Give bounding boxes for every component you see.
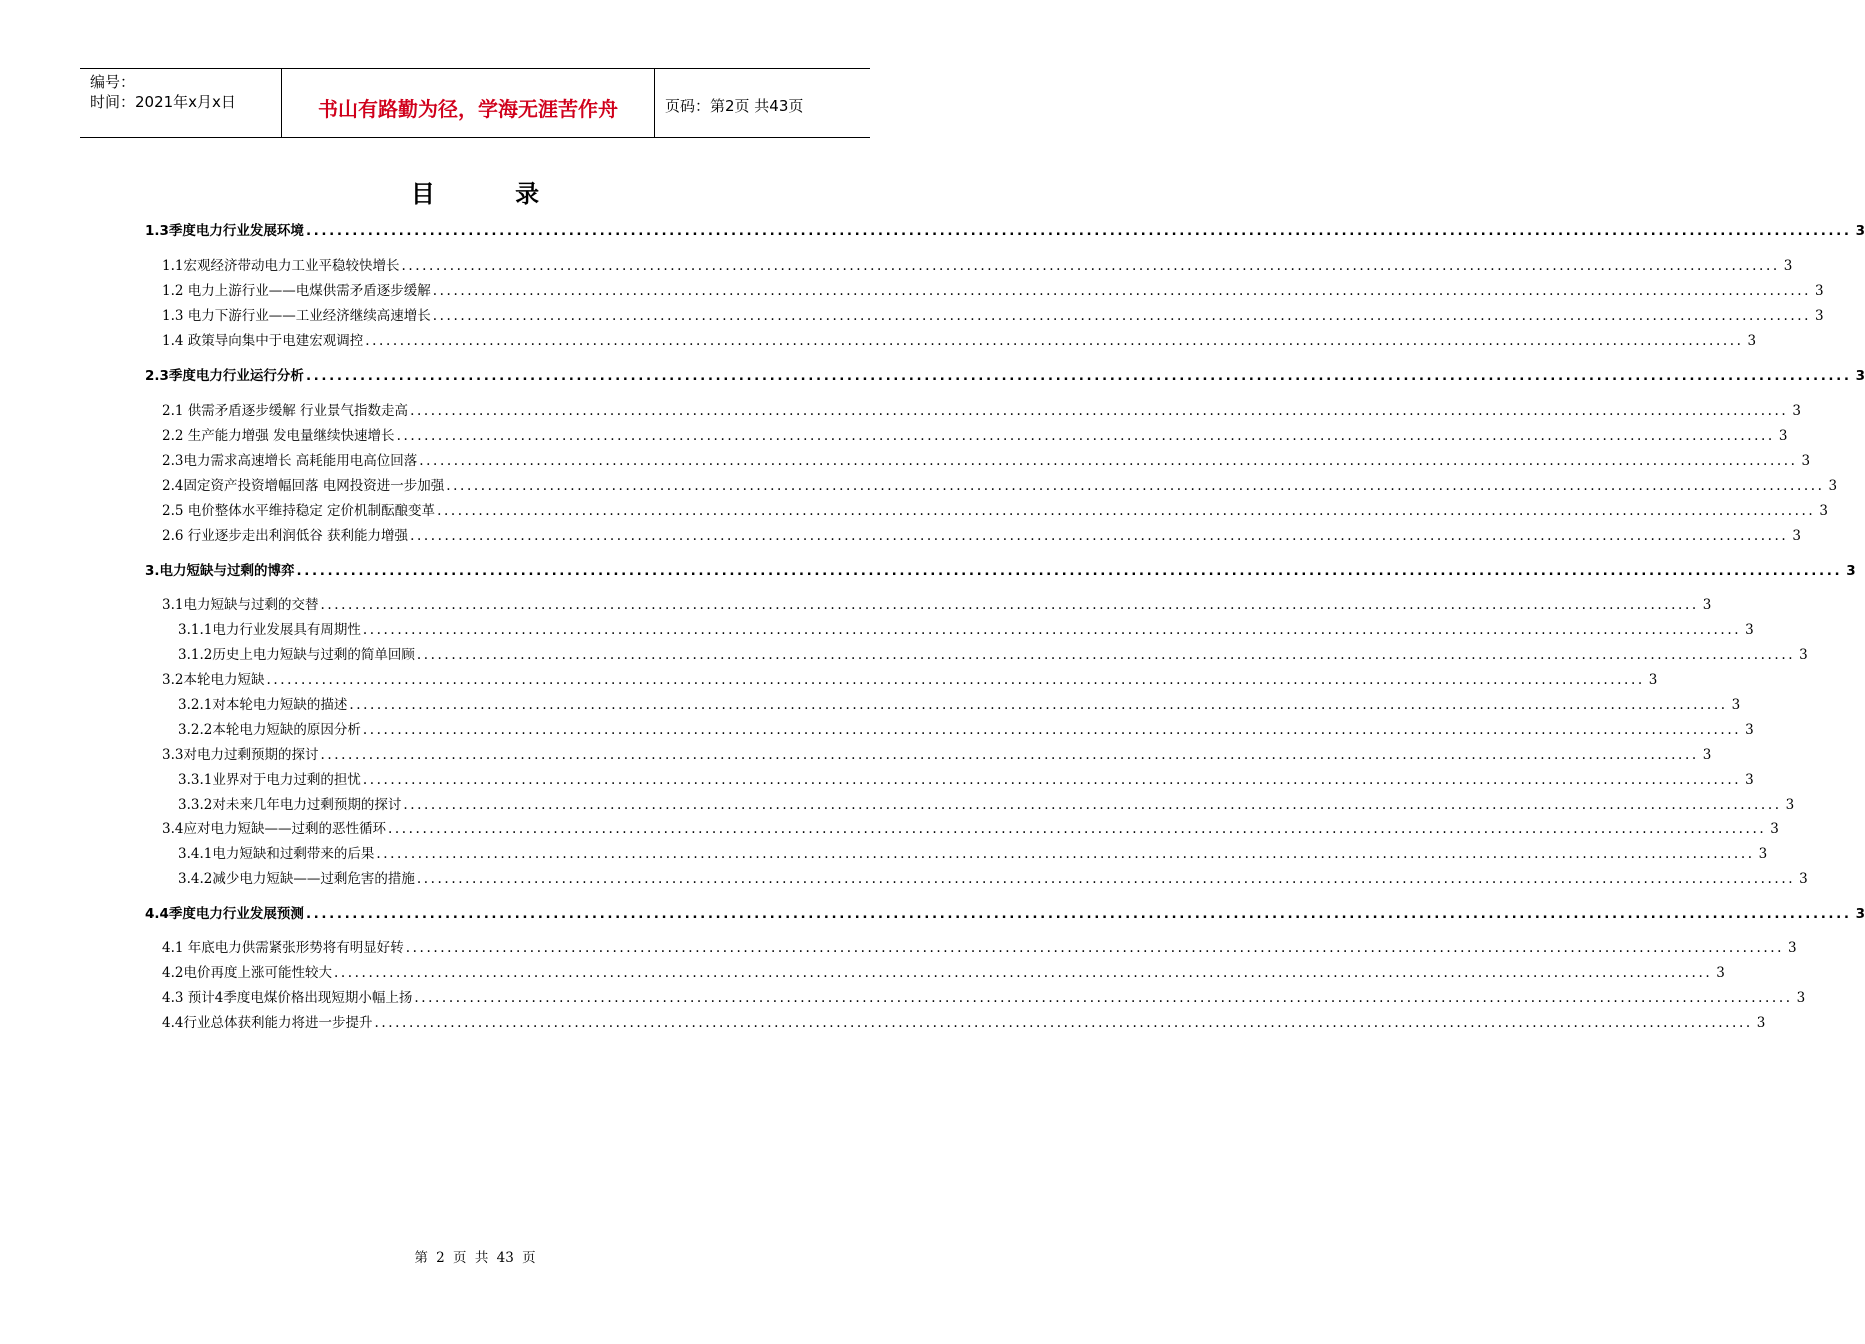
toc-entry[interactable] (178, 845, 1768, 863)
page-footer: 第 2 页 共 43 页 (414, 1250, 536, 1266)
toc-entry[interactable] (162, 502, 1828, 520)
toc-entry[interactable] (178, 621, 1754, 639)
toc-entry-text: 3.2.2本轮电力短缺的原因分析 (178, 722, 361, 738)
toc-dot-leader: ........................................................................................................................................................................................................ (410, 403, 1789, 419)
toc-entry-page: 3 (1783, 258, 1793, 274)
toc-entry-page: 3 (1716, 965, 1725, 981)
toc-entry-text: 4.4行业总体获利能力将进一步提升 (162, 1015, 373, 1031)
toc-entry-text: 4.2电价再度上涨可能性较大 (162, 965, 332, 981)
header-page-info: 页码：第2页 共43页 (665, 96, 804, 115)
page-header (80, 68, 870, 138)
toc-dot-leader: ........................................................................................................................................................................................................ (396, 428, 1775, 444)
toc-entry[interactable] (162, 939, 1797, 957)
toc-dot-leader: ........................................................................................................................................................................................................ (387, 821, 1767, 837)
toc-dot-leader: ........................................................................................................................................................................................................ (362, 772, 1742, 788)
toc-entry-text: 3.2.1对本轮电力短缺的描述 (178, 697, 348, 713)
toc-entry-text: 3.1.2历史上电力短缺与过剩的简单回顾 (178, 647, 415, 663)
toc-entry-page: 3 (1758, 846, 1768, 862)
toc-entry-page: 3 (1770, 821, 1779, 837)
toc-dot-leader: ........................................................................................................................................................................................................ (320, 747, 1699, 763)
toc-entry-text: 4.3 预计4季度电煤价格出现短期小幅上扬 (162, 990, 413, 1006)
toc-entry-page: 3 (1745, 722, 1754, 738)
toc-entry-page: 3 (1855, 906, 1865, 922)
toc-dot-leader: ........................................................................................................................................................................................................ (437, 503, 1816, 519)
toc-entry[interactable] (178, 721, 1754, 739)
toc-entry-page: 3 (1792, 403, 1801, 419)
toc-dot-leader: ........................................................................................................................................................................................................ (419, 453, 1798, 469)
toc-dot-leader: ........................................................................................................................................................................................................ (432, 308, 1812, 324)
toc-entry-page: 3 (1799, 647, 1808, 663)
toc-entry-text: 2.1 供需矛盾逐步缓解 行业景气指数走高 (162, 403, 409, 419)
toc-entry[interactable] (162, 964, 1725, 982)
toc-entry-text: 3.4.1电力短缺和过剩带来的后果 (178, 846, 375, 862)
toc-entry[interactable] (178, 796, 1795, 814)
toc-dot-leader: ........................................................................................................................................................................................................ (305, 368, 1852, 384)
toc-dot-leader: ........................................................................................................................................................................................................ (349, 697, 1728, 713)
toc-entry[interactable] (162, 427, 1788, 445)
toc-entry-page: 3 (1785, 797, 1795, 813)
header-meta (80, 69, 282, 137)
toc-entry-text: 3.3对电力过剩预期的探讨 (162, 747, 319, 763)
toc-entry[interactable] (162, 989, 1806, 1007)
toc-entry-number: 1. (145, 223, 160, 239)
toc-entry-text: 3.2本轮电力短缺 (162, 672, 265, 688)
toc-entry[interactable] (162, 746, 1712, 764)
toc-entry[interactable] (178, 646, 1808, 664)
toc-entry[interactable] (162, 820, 1779, 838)
toc-entry[interactable] (162, 596, 1712, 614)
toc-dot-leader: ........................................................................................................................................................................................................ (376, 846, 1755, 862)
toc-entry-text: 1.3 电力下游行业——工业经济继续高速增长 (162, 308, 431, 324)
toc-entry-page: 3 (1756, 1015, 1766, 1031)
toc-entry-text: 1.2 电力上游行业——电煤供需矛盾逐步缓解 (162, 283, 431, 299)
toc-entry-page: 3 (1801, 453, 1811, 469)
number-label: 编号： (90, 73, 136, 91)
toc-entry-text: 4.1 年底电力供需紧张形势将有明显好转 (162, 940, 404, 956)
toc-entry[interactable] (145, 367, 1865, 385)
toc-entry-text: 1.4 政策导向集中于电建宏观调控 (162, 333, 364, 349)
time-label: 时间：2021年x月x日 (90, 93, 236, 111)
toc-entry[interactable] (162, 307, 1824, 325)
toc-entry[interactable] (162, 452, 1811, 470)
toc-entry-page: 3 (1745, 772, 1754, 788)
toc-entry-page: 3 (1731, 697, 1741, 713)
toc-entry-text: 3.1.1电力行业发展具有周期性 (178, 622, 361, 638)
toc-dot-leader: ........................................................................................................................................................................................................ (432, 283, 1812, 299)
toc-entry-page: 3 (1702, 747, 1712, 763)
toc-entry[interactable] (162, 1014, 1766, 1032)
toc-entry-text: 3季度电力行业发展环境 (159, 223, 304, 239)
toc-dot-leader: ........................................................................................................................................................................................................ (374, 1015, 1753, 1031)
toc-dot-leader: ........................................................................................................................................................................................................ (362, 622, 1742, 638)
toc-entry-page: 3 (1846, 563, 1856, 579)
toc-dot-leader: ........................................................................................................................................................................................................ (266, 672, 1645, 688)
toc-entry-text: 2.4固定资产投资增幅回落 电网投资进一步加强 (162, 478, 445, 494)
toc-entry-text: 2.3电力需求高速增长 高耗能用电高位回落 (162, 453, 418, 469)
toc-dot-leader: ........................................................................................................................................................................................................ (416, 647, 1796, 663)
toc-entry[interactable] (145, 562, 1856, 580)
toc-entry-text: 3.1电力短缺与过剩的交替 (162, 597, 319, 613)
toc-entry-text: 2.5 电价整体水平维持稳定 定价机制酝酿变革 (162, 503, 436, 519)
toc-entry-text: 电力短缺与过剩的博弈 (159, 563, 295, 579)
header-motto: 书山有路勤为径，学海无涯苦作舟 (282, 69, 655, 137)
toc-entry-number: 3. (145, 563, 160, 579)
toc-entry-text: 3.3.2对未来几年电力过剩预期的探讨 (178, 797, 402, 813)
toc-title: 目 录 (410, 179, 576, 208)
toc-entry-page: 3 (1745, 622, 1754, 638)
toc-dot-leader: ........................................................................................................................................................................................................ (403, 797, 1782, 813)
toc-entry[interactable] (145, 222, 1865, 240)
toc-entry[interactable] (162, 402, 1801, 420)
toc-entry-page: 3 (1702, 597, 1712, 613)
toc-entry[interactable] (162, 282, 1824, 300)
toc-entry-text: 4季度电力行业发展预测 (159, 906, 304, 922)
toc-entry[interactable] (162, 671, 1658, 689)
toc-entry-text: 2.2 生产能力增强 发电量继续快速增长 (162, 428, 395, 444)
toc-entry-page: 3 (1747, 333, 1757, 349)
toc-entry-page: 3 (1648, 672, 1658, 688)
toc-dot-leader: ........................................................................................................................................................................................................ (405, 940, 1785, 956)
toc-entry[interactable] (178, 870, 1808, 888)
toc-dot-leader: ........................................................................................................................................................................................................ (362, 722, 1742, 738)
toc-entry-text: 1.1宏观经济带动电力工业平稳较快增长 (162, 258, 400, 274)
toc-entry[interactable] (178, 771, 1754, 789)
toc-entry-page: 3 (1819, 503, 1828, 519)
toc-entry-text: 3.4.2减少电力短缺——过剩危害的措施 (178, 871, 415, 887)
toc-entry-text: 3季度电力行业运行分析 (159, 368, 304, 384)
toc-entry-page: 3 (1828, 478, 1838, 494)
toc-dot-leader: ........................................................................................................................................................................................................ (296, 563, 1843, 579)
toc-dot-leader: ........................................................................................................................................................................................................ (333, 965, 1713, 981)
toc-dot-leader: ........................................................................................................................................................................................................ (305, 906, 1852, 922)
toc-dot-leader: ........................................................................................................................................................................................................ (416, 871, 1796, 887)
toc-entry-number: 2. (145, 368, 160, 384)
toc-entry-page: 3 (1855, 368, 1865, 384)
toc-entry[interactable] (145, 905, 1865, 923)
toc-entry-page: 3 (1788, 940, 1797, 956)
toc-dot-leader: ........................................................................................................................................................................................................ (365, 333, 1744, 349)
toc-entry-page: 3 (1778, 428, 1788, 444)
toc-entry-page: 3 (1815, 308, 1824, 324)
toc-entry-text: 3.3.1业界对于电力过剩的担忧 (178, 772, 361, 788)
toc-entry-text: 2.6 行业逐步走出利润低谷 获利能力增强 (162, 528, 409, 544)
toc-dot-leader: ........................................................................................................................................................................................................ (401, 258, 1780, 274)
toc-entry-page: 3 (1799, 871, 1808, 887)
toc-dot-leader: ........................................................................................................................................................................................................ (320, 597, 1699, 613)
toc-entry[interactable] (162, 257, 1793, 275)
toc-entry-page: 3 (1855, 223, 1865, 239)
toc-entry-page: 3 (1796, 990, 1806, 1006)
toc-entry-page: 3 (1792, 528, 1801, 544)
toc-dot-leader: ........................................................................................................................................................................................................ (410, 528, 1789, 544)
toc-entry[interactable] (162, 332, 1757, 350)
toc-entry[interactable] (162, 477, 1838, 495)
toc-entry[interactable] (178, 696, 1741, 714)
toc-dot-leader: ........................................................................................................................................................................................................ (414, 990, 1793, 1006)
toc-dot-leader: ........................................................................................................................................................................................................ (446, 478, 1825, 494)
toc-entry[interactable] (162, 527, 1801, 545)
toc-entry-page: 3 (1815, 283, 1824, 299)
toc-dot-leader: ........................................................................................................................................................................................................ (305, 223, 1852, 239)
toc-entry-number: 4. (145, 906, 160, 922)
toc-entry-text: 3.4应对电力短缺——过剩的恶性循环 (162, 821, 386, 837)
